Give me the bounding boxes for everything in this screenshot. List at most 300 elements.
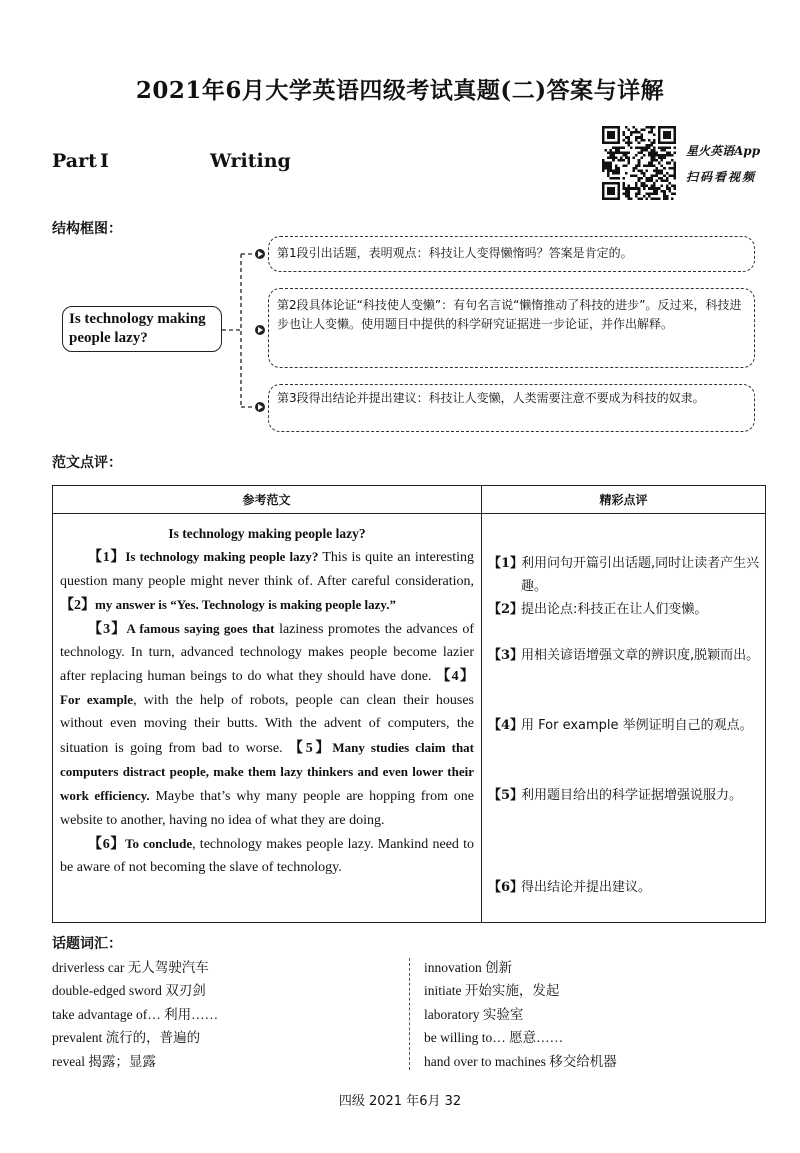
qr-module [612,172,615,175]
comment-text: 用相关谚语增强文章的辨识度,脱颖而出。 [521,648,760,663]
qr-module [607,190,610,193]
qr-module [645,180,648,183]
qr-module [622,152,625,155]
qr-module [653,185,656,188]
qr-module [617,167,620,170]
qr-module [663,192,666,195]
qr-module [620,157,623,160]
qr-module [658,157,661,160]
qr-module [650,197,653,200]
qr-module [615,167,618,170]
qr-module [666,134,669,137]
qr-module [612,136,615,139]
qr-module [610,192,613,195]
qr-module [666,185,669,188]
qr-module [628,190,631,193]
qr-module [673,177,676,180]
comment-marker: 【2】 [488,602,524,617]
qr-module [622,139,625,142]
qr-module [610,187,613,190]
qr-module [645,197,648,200]
comment-marker: 【5】 [488,788,524,803]
qr-module [602,139,605,142]
comment-text: 用 For example 举例证明自己的观点。 [521,718,753,733]
qr-module [615,157,618,160]
qr-module [663,141,666,144]
qr-module [628,192,631,195]
qr-module [658,197,661,200]
qr-module [666,152,669,155]
qr-module [602,164,605,167]
qr-module [605,149,608,152]
qr-module [625,154,628,157]
qr-module [610,136,613,139]
qr-module [633,169,636,172]
qr-module [617,182,620,185]
qr-module [607,136,610,139]
sample-essay [60,522,474,879]
qr-module [638,136,641,139]
comment-text: 利用问句开篇引出话题,同时让读者产生兴趣。 [521,556,760,594]
highlight-5: Many studies claim that computers distract people, make them lazy thinkers and even lower their work efficiency. [60,739,475,804]
highlight-2: my answer is “Yes. Technology is making people lazy.” [95,596,396,612]
qr-module [617,169,620,172]
qr-module [610,126,613,129]
qr-module [615,177,618,180]
mindmap-branch-2: 第2段具体论证“科技使人变懒”：有句名言说“懒惰推动了科技的进步”。反过来，科技进步也让人变懒。使用题目中提供的科学研究证据进一步论证，并作出解释。 [268,288,755,368]
qr-module [648,139,651,142]
qr-module [640,177,643,180]
qr-module [633,157,636,160]
qr-module [673,134,676,137]
qr-module [663,167,666,170]
qr-module [610,134,613,137]
qr-module [607,131,610,134]
structure-heading: 结构框图： [52,221,122,237]
vocab-item: take advantage of… 利用…… [52,1006,219,1022]
qr-module [610,162,613,165]
qr-module [663,149,666,152]
qr-module [653,159,656,162]
qr-code[interactable] [602,126,676,200]
qr-module [612,131,615,134]
qr-module [635,136,638,139]
qr-module [633,187,636,190]
qr-module [638,180,641,183]
qr-module [602,126,605,129]
marker-2: 【2】 [60,597,95,613]
qr-module [628,185,631,188]
qr-module [650,162,653,165]
qr-module [617,190,620,193]
marker-4: 【4】 [436,668,474,684]
qr-module [673,167,676,170]
qr-module [605,126,608,129]
qr-module [610,164,613,167]
qr-module [602,195,605,198]
qr-module [617,134,620,137]
qr-module [653,146,656,149]
qr-module [602,129,605,132]
qr-module [671,154,674,157]
qr-module [638,192,641,195]
qr-module [640,157,643,160]
qr-module [656,187,659,190]
qr-module [620,146,623,149]
qr-module [645,164,648,167]
marker-5: 【5】 [288,740,333,756]
essay-paragraph-1 [60,545,474,617]
qr-module [673,185,676,188]
mindmap-branch-1: 第1段引出话题，表明观点：科技让人变得懒惰吗？答案是肯定的。 [268,236,755,272]
qr-module [663,157,666,160]
qr-module [617,126,620,129]
qr-module [673,162,676,165]
qr-module [643,149,646,152]
qr-module [668,190,671,193]
qr-module [612,154,615,157]
table-header-comments: 精彩点评 [599,493,648,507]
qr-module [628,152,631,155]
qr-module [650,131,653,134]
qr-module [615,172,618,175]
qr-module [638,152,641,155]
qr-module [635,192,638,195]
qr-module [656,192,659,195]
qr-module [661,180,664,183]
qr-module [628,197,631,200]
qr-module [625,126,628,129]
qr-module [661,177,664,180]
qr-module [673,164,676,167]
qr-module [635,139,638,142]
qr-module [648,152,651,155]
qr-module [658,146,661,149]
qr-module [650,187,653,190]
qr-module [643,185,646,188]
qr-module [671,126,674,129]
qr-module [658,141,661,144]
qr-module [645,185,648,188]
qr-module [648,177,651,180]
qr-module [610,177,613,180]
qr-module [661,172,664,175]
qr-module [615,182,618,185]
qr-module [648,154,651,157]
qr-module [668,136,671,139]
qr-module [658,172,661,175]
qr-module [650,157,653,160]
qr-module [612,159,615,162]
qr-module [630,134,633,137]
qr-module [643,174,646,177]
qr-module [668,187,671,190]
qr-module [628,162,631,165]
qr-module [610,157,613,160]
qr-module [625,190,628,193]
qr-module [602,169,605,172]
essay-title: Is technology making people lazy? [168,526,366,541]
qr-module [643,195,646,198]
qr-module [643,187,646,190]
highlight-3: A famous saying goes that [126,621,275,637]
vocab-item: be willing to… 愿意…… [424,1030,564,1046]
qr-module [620,152,623,155]
highlight-6: To conclude [125,835,193,851]
qr-module [648,146,651,149]
qr-module [617,129,620,132]
qr-module [658,154,661,157]
qr-module [605,164,608,167]
qr-module [640,146,643,149]
marker-1: 【1】 [88,550,126,566]
qr-module [622,187,625,190]
part-label: Part [52,150,97,172]
qr-module [630,197,633,200]
qr-module [645,177,648,180]
qr-module [617,187,620,190]
qr-module [628,141,631,144]
vocab-item: hand over to machines 移交给机器 [424,1053,617,1069]
qr-module [635,182,638,185]
qr-module [625,136,628,139]
qr-module [668,146,671,149]
qr-module [602,136,605,139]
qr-module [656,152,659,155]
qr-module [612,134,615,137]
essay-paragraph-2 [60,617,474,832]
qr-module [658,129,661,132]
qr-module [653,126,656,129]
qr-module [607,187,610,190]
qr-module [610,169,613,172]
qr-module [617,159,620,162]
qr-module [617,197,620,200]
vocab-heading: 话题词汇： [52,936,122,952]
qr-module [663,136,666,139]
qr-module [648,195,651,198]
qr-module [650,129,653,132]
qr-module [666,141,669,144]
qr-module [607,182,610,185]
qr-module [650,144,653,147]
qr-module [661,185,664,188]
qr-module [617,172,620,175]
qr-module [602,134,605,137]
qr-module [607,192,610,195]
page-title: 2021年6月大学英语四级考试真题(二)答案与详解 [135,77,665,104]
qr-module [653,149,656,152]
qr-module [640,136,643,139]
qr-module [607,167,610,170]
qr-module [661,190,664,193]
qr-module [648,187,651,190]
qr-module [638,131,641,134]
qr-module [656,190,659,193]
qr-module [605,167,608,170]
qr-module [663,190,666,193]
comment-text: 利用题目给出的科学证据增强说服力。 [521,788,743,803]
qr-module [635,185,638,188]
vocab-list-left [52,956,392,1073]
qr-module [607,157,610,160]
qr-module [663,146,666,149]
qr-module [638,169,641,172]
qr-module [625,187,628,190]
qr-module [645,144,648,147]
comment-text: 得出结论并提出建议。 [521,880,652,895]
qr-module [663,195,666,198]
qr-module [666,180,669,183]
qr-module [628,157,631,160]
qr-module [628,136,631,139]
qr-module [628,144,631,147]
qr-module [653,157,656,160]
qr-module [612,177,615,180]
qr-module [610,131,613,134]
qr-module [656,154,659,157]
qr-module [628,159,631,162]
qr-module [615,152,618,155]
qr-module [607,169,610,172]
qr-module [653,182,656,185]
qr-module [607,197,610,200]
qr-module [610,141,613,144]
qr-module [602,162,605,165]
comment-1 [488,552,762,598]
qr-module [658,126,661,129]
qr-module [625,141,628,144]
qr-module [661,169,664,172]
qr-module [612,187,615,190]
qr-module [617,149,620,152]
qr-module [628,195,631,198]
qr-module [645,126,648,129]
qr-module [643,154,646,157]
qr-module [663,131,666,134]
qr-module [622,154,625,157]
qr-module [668,174,671,177]
qr-module [615,149,618,152]
qr-module [617,192,620,195]
qr-module [638,164,641,167]
qr-module [661,126,664,129]
qr-module [640,149,643,152]
qr-module [622,185,625,188]
qr-module [673,126,676,129]
qr-module [612,141,615,144]
qr-module [630,174,633,177]
comment-3 [488,644,762,667]
qr-module [658,139,661,142]
qr-module [633,174,636,177]
qr-module [630,131,633,134]
qr-module [610,152,613,155]
qr-module [653,174,656,177]
qr-module [650,149,653,152]
qr-module [650,177,653,180]
qr-module [653,141,656,144]
qr-module [653,154,656,157]
qr-module [666,146,669,149]
qr-module [638,141,641,144]
qr-module [615,164,618,167]
qr-module [615,146,618,149]
qr-module [653,152,656,155]
qr-module [666,131,669,134]
qr-module [628,129,631,132]
qr-module [671,192,674,195]
qr-module [661,164,664,167]
qr-module [640,185,643,188]
qr-module [663,180,666,183]
qr-module [661,154,664,157]
qr-module [653,187,656,190]
qr-module [635,129,638,132]
qr-module [605,162,608,165]
qr-module [666,172,669,175]
qr-module [612,146,615,149]
qr-module [661,149,664,152]
vocab-item: initiate 开始实施，发起 [424,983,560,999]
qr-module [643,172,646,175]
qr-module [607,164,610,167]
qr-module [661,157,664,160]
qr-module [643,139,646,142]
qr-module [607,126,610,129]
qr-module [648,180,651,183]
qr-description: 扫码看视频 [686,170,757,184]
qr-module [605,141,608,144]
vocab-list-right [424,956,764,1073]
essay-text: Maybe that’s why many people are hopping from one website to another, having no idea of what they are doing. [60,789,474,828]
essay-text: This is quite an interesting question many people might never think of. After careful consideration, [60,550,474,589]
qr-module [607,172,610,175]
vocab-item: reveal 揭露；显露 [52,1053,156,1069]
qr-module [607,174,610,177]
qr-module [673,129,676,132]
qr-module [630,141,633,144]
qr-module [612,169,615,172]
qr-module [640,134,643,137]
qr-module [663,154,666,157]
mindmap-branch-3: 第3段得出结论并提出建议：科技让人变懒，人类需要注意不要成为科技的奴隶。 [268,384,755,432]
qr-module [668,162,671,165]
qr-module [668,134,671,137]
qr-module [663,174,666,177]
qr-module [648,126,651,129]
qr-module [622,164,625,167]
qr-module [635,154,638,157]
qr-module [610,167,613,170]
qr-module [645,169,648,172]
qr-module [658,187,661,190]
comment-marker: 【4】 [488,718,524,733]
qr-module [610,154,613,157]
qr-module [653,192,656,195]
qr-module [617,131,620,134]
qr-module [617,139,620,142]
qr-module [648,164,651,167]
qr-module [671,159,674,162]
qr-module [602,167,605,170]
qr-module [645,192,648,195]
qr-module [648,131,651,134]
marker-3: 【3】 [88,622,127,638]
comment-5 [488,784,762,807]
qr-module [617,195,620,198]
qr-module [650,141,653,144]
